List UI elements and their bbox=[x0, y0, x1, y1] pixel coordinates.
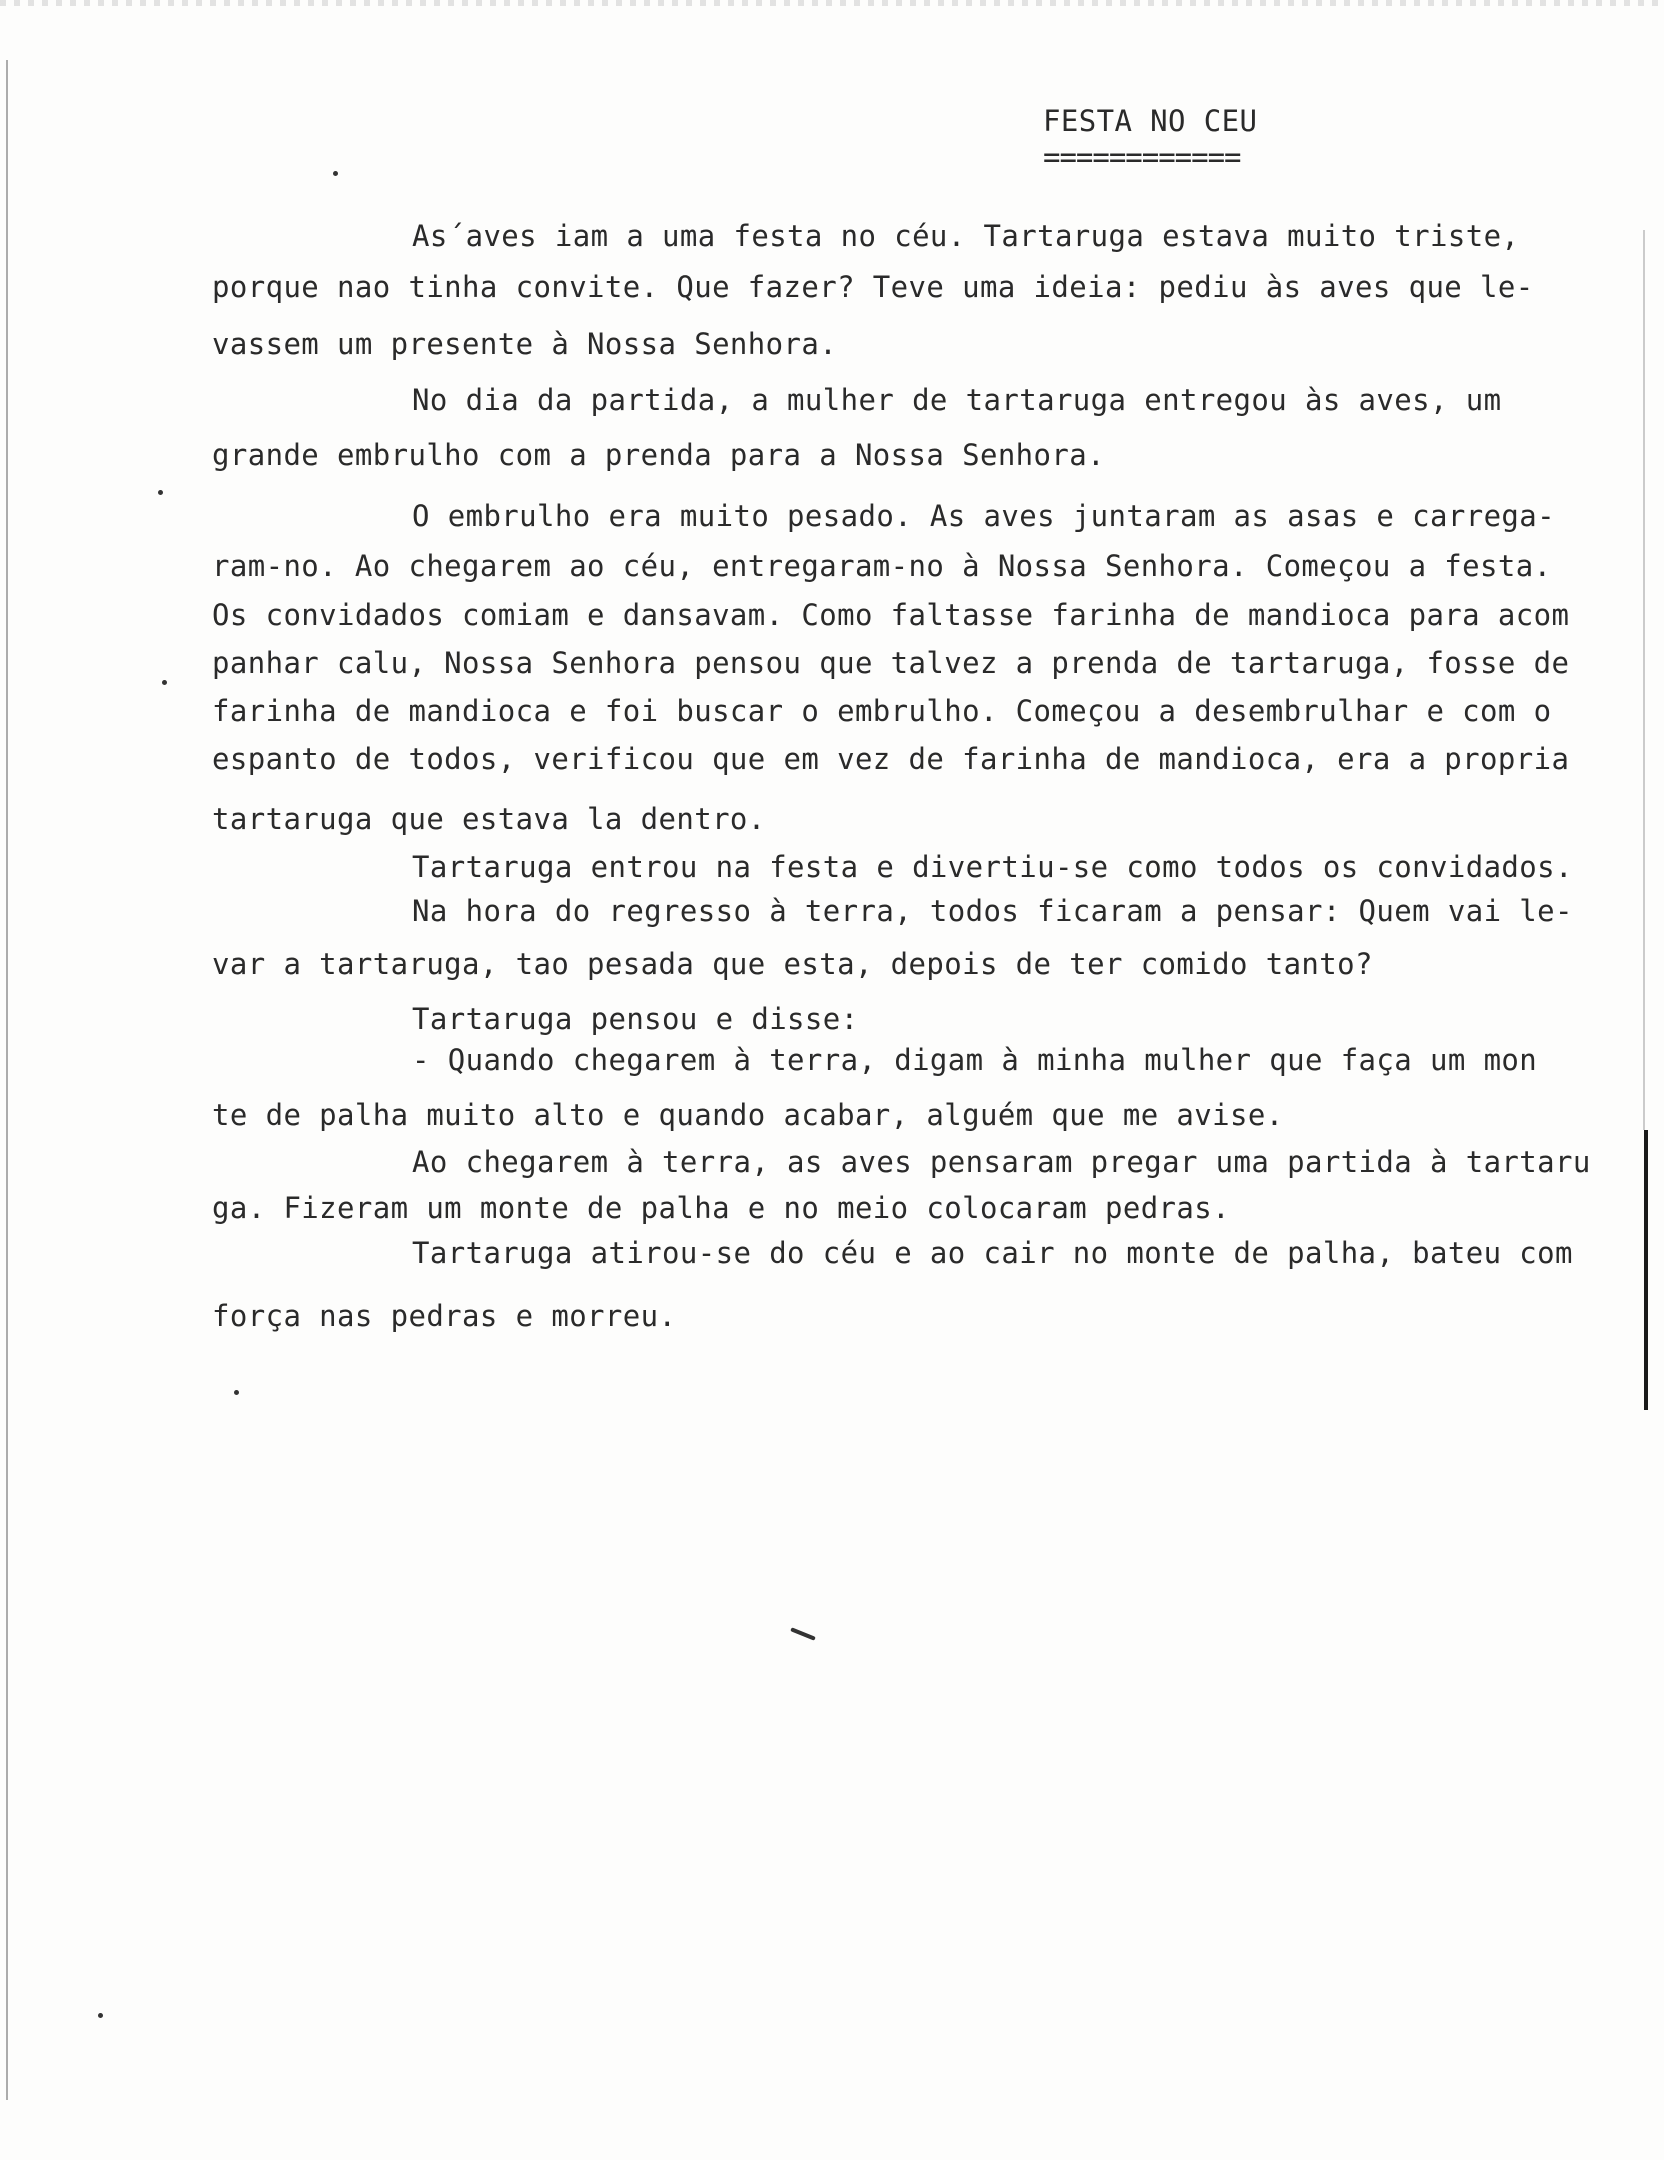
scan-top-edge bbox=[0, 0, 1664, 6]
text-line-20: ga. Fizeram um monte de palha e no meio colocaram pedras. bbox=[212, 1191, 1230, 1225]
text-line-15: var a tartaruga, tao pesada que esta, depois de ter comido tanto? bbox=[212, 947, 1373, 981]
text-line-12: tartaruga que estava la dentro. bbox=[212, 802, 766, 836]
text-line-4: No dia da partida, a mulher de tartaruga entregou às aves, um bbox=[412, 383, 1502, 417]
text-line-13: Tartaruga entrou na festa e divertiu-se como todos os convidados. bbox=[412, 850, 1573, 884]
text-line-8: Os convidados comiam e dansavam. Como faltasse farinha de mandioca para acom bbox=[212, 598, 1570, 632]
text-line-3: vassem um presente à Nossa Senhora. bbox=[212, 327, 838, 361]
ink-speck bbox=[98, 2013, 103, 2018]
text-line-14: Na hora do regresso à terra, todos ficaram a pensar: Quem vai le- bbox=[412, 894, 1573, 928]
text-line-22: força nas pedras e morreu. bbox=[212, 1299, 677, 1333]
text-line-2: porque nao tinha convite. Que fazer? Teve uma ideia: pediu às aves que le- bbox=[212, 270, 1534, 304]
ink-mark bbox=[790, 1627, 816, 1640]
scan-left-edge bbox=[6, 60, 8, 2100]
text-line-17: - Quando chegarem à terra, digam à minha mulher que faça um mon bbox=[412, 1043, 1538, 1077]
text-line-9: panhar calu, Nossa Senhora pensou que talvez a prenda de tartaruga, fosse de bbox=[212, 646, 1570, 680]
text-line-11: espanto de todos, verificou que em vez de farinha de mandioca, era a propria bbox=[212, 742, 1570, 776]
text-line-7: ram-no. Ao chegarem ao céu, entregaram-no à Nossa Senhora. Começou a festa. bbox=[212, 549, 1552, 583]
ink-speck bbox=[333, 171, 338, 176]
text-line-6: O embrulho era muito pesado. As aves juntaram as asas e carrega- bbox=[412, 499, 1556, 533]
text-line-5: grande embrulho com a prenda para a Nossa Senhora. bbox=[212, 438, 1105, 472]
title-underline: ============ bbox=[1043, 140, 1241, 174]
margin-bar bbox=[1644, 1130, 1648, 1410]
ink-speck bbox=[234, 1390, 239, 1395]
ink-speck bbox=[162, 680, 167, 685]
margin-line bbox=[1643, 230, 1645, 1130]
ink-speck bbox=[158, 490, 163, 495]
text-line-19: Ao chegarem à terra, as aves pensaram pregar uma partida à tartaru bbox=[412, 1145, 1591, 1179]
text-line-1: As´aves iam a uma festa no céu. Tartaruga estava muito triste, bbox=[412, 219, 1520, 253]
text-line-18: te de palha muito alto e quando acabar, alguém que me avise. bbox=[212, 1098, 1284, 1132]
text-line-21: Tartaruga atirou-se do céu e ao cair no monte de palha, bateu com bbox=[412, 1236, 1573, 1270]
text-line-10: farinha de mandioca e foi buscar o embrulho. Começou a desembrulhar e com o bbox=[212, 694, 1552, 728]
text-line-16: Tartaruga pensou e disse: bbox=[412, 1002, 859, 1036]
document-title: FESTA NO CEU bbox=[1043, 104, 1258, 138]
